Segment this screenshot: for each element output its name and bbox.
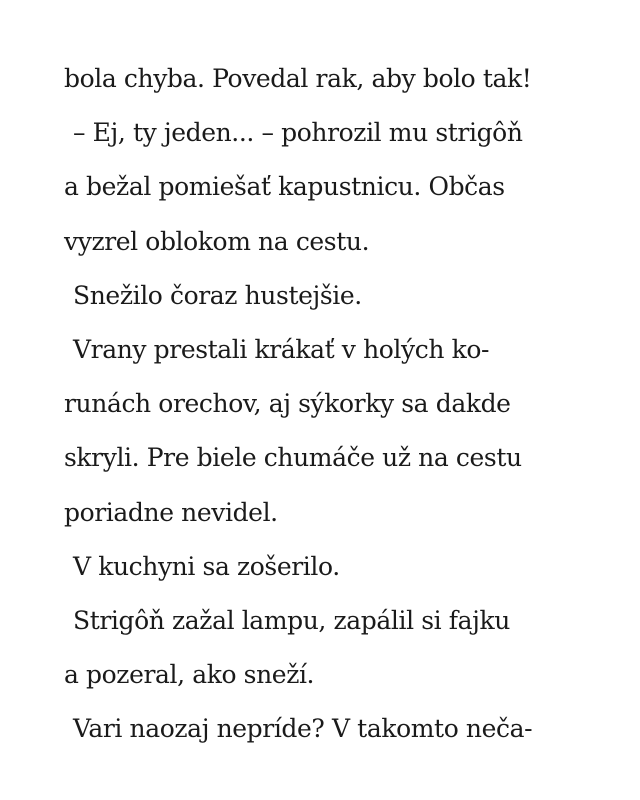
- text-line: skryli. Pre biele chumáče už na cestu: [64, 443, 522, 473]
- text-line: runách orechov, aj sýkorky sa dakde: [64, 389, 511, 419]
- text-line: V kuchyni sa zošerilo.: [73, 551, 340, 581]
- page-text: [64, 52, 584, 757]
- text-line: Snežilo čoraz hustejšie.: [73, 280, 362, 310]
- text-line: poriadne nevidel.: [64, 497, 278, 527]
- text-line: Vari naozaj nepríde? V takomto neča-: [73, 714, 533, 744]
- text-line: vyzrel oblokom na cestu.: [64, 226, 370, 256]
- text-line: Vrany prestali krákať v holých ko-: [73, 335, 490, 365]
- text-line: Strigôň zažal lampu, zapálil si fajku: [73, 606, 510, 636]
- text-line: a pozeral, ako sneží.: [64, 660, 315, 690]
- text-line: a bežal pomiešať kapustnicu. Občas: [64, 172, 505, 202]
- text-line: – Ej, ty jeden... – pohrozil mu strigôň: [73, 118, 523, 148]
- text-line: bola chyba. Povedal rak, aby bolo tak!: [64, 64, 532, 93]
